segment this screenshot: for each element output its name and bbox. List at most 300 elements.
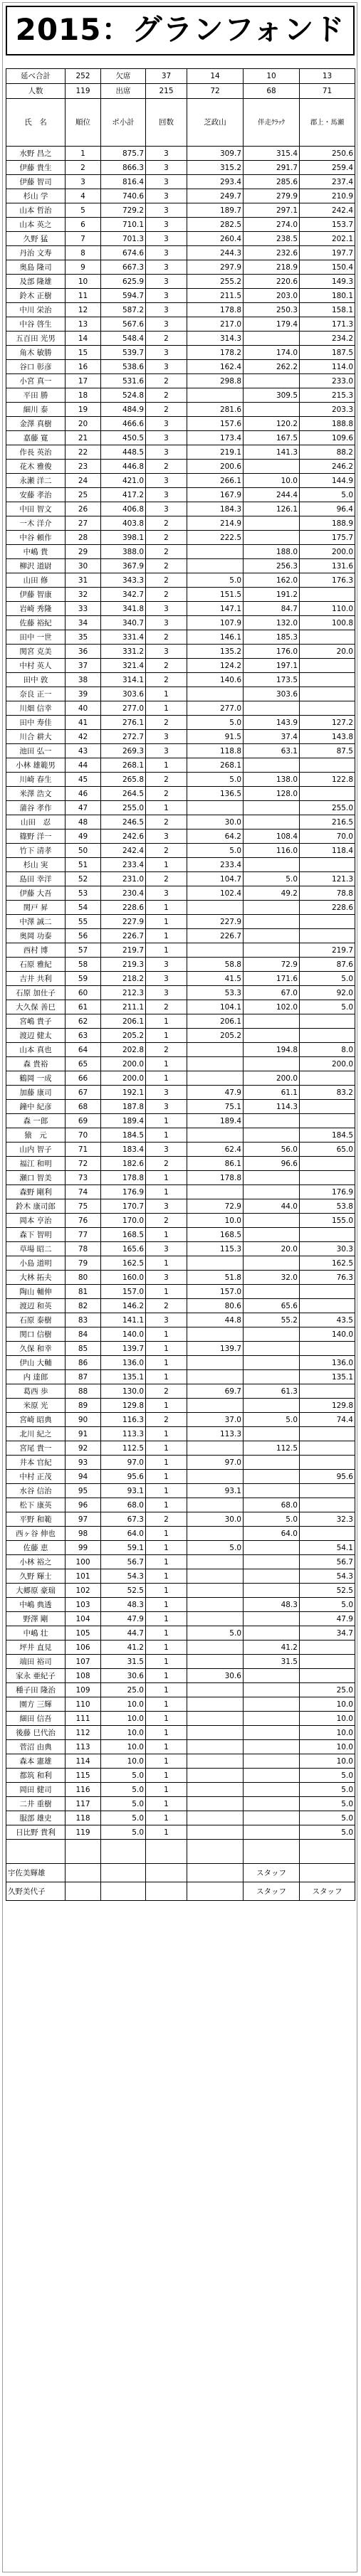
point-total: 168.5 — [101, 1228, 146, 1242]
point-total: 729.2 — [101, 203, 146, 218]
point-total: 141.1 — [101, 1313, 146, 1327]
point-total: 30.6 — [101, 1669, 146, 1683]
summary-sublabel: 出席 — [101, 84, 146, 99]
participant-name: 小林 雄範男 — [6, 758, 66, 773]
event-1-points: 44.8 — [187, 1313, 244, 1327]
event-1-points — [187, 1043, 244, 1057]
rank: 94 — [66, 1470, 101, 1484]
rank: 65 — [66, 1057, 101, 1071]
count: 3 — [146, 275, 187, 289]
count: 3 — [146, 1143, 187, 1157]
count: 1 — [146, 1256, 187, 1271]
rank: 48 — [66, 815, 101, 829]
event-3-points: 5.0 — [300, 1797, 355, 1811]
table-row — [6, 1669, 355, 1683]
summary-label: 延べ合計 — [6, 69, 66, 84]
event-1-points: 255.2 — [187, 275, 244, 289]
count: 3 — [146, 218, 187, 232]
rank: 89 — [66, 1399, 101, 1413]
event-2-points — [244, 1427, 300, 1441]
point-total: 403.8 — [101, 516, 146, 531]
table-row — [6, 189, 355, 203]
table-row — [6, 687, 355, 701]
point-total: 701.3 — [101, 232, 146, 246]
event-1-points: 266.1 — [187, 474, 244, 488]
count: 1 — [146, 1825, 187, 1840]
event-3-points: 233.0 — [300, 374, 355, 388]
count: 1 — [146, 1498, 187, 1512]
column-header-event-2: 伴走ｸﾗｯｸ — [244, 99, 300, 147]
participant-name: 田中 一世 — [6, 630, 66, 645]
event-3-points — [300, 1456, 355, 1470]
table-row — [6, 417, 355, 431]
event-3-points: 131.6 — [300, 559, 355, 573]
table-row — [6, 502, 355, 516]
event-1-points: 162.4 — [187, 360, 244, 374]
rank: 96 — [66, 1498, 101, 1512]
point-total: 343.3 — [101, 573, 146, 588]
event-3-points: 153.7 — [300, 218, 355, 232]
count: 3 — [146, 431, 187, 445]
event-1-points: 233.4 — [187, 858, 244, 872]
event-3-points: 202.1 — [300, 232, 355, 246]
table-row — [6, 1555, 355, 1569]
participant-name: 岡本 亨治 — [6, 1214, 66, 1228]
participant-name: 伊藤 智司 — [6, 175, 66, 189]
event-3-points: 53.8 — [300, 1199, 355, 1214]
table-row — [6, 1185, 355, 1199]
event-1-points — [187, 1754, 244, 1769]
event-3-points: 135.1 — [300, 1370, 355, 1384]
participant-name: 宮尾 貴一 — [6, 1441, 66, 1456]
participant-name: 陶山 輔伸 — [6, 1285, 66, 1299]
table-row — [6, 260, 355, 275]
point-total: 269.3 — [101, 744, 146, 758]
count: 1 — [146, 1484, 187, 1498]
event-1-points: 227.9 — [187, 915, 244, 929]
event-2-points: 315.4 — [244, 147, 300, 161]
event-1-points: 178.8 — [187, 1171, 244, 1185]
point-total: 187.8 — [101, 1100, 146, 1114]
point-total: 255.0 — [101, 801, 146, 815]
rank: 13 — [66, 317, 101, 332]
participant-name: 久野 猛 — [6, 232, 66, 246]
event-3-points — [300, 1441, 355, 1456]
event-3-points — [300, 1840, 355, 1864]
event-2-points: 128.0 — [244, 787, 300, 801]
point-total: 5.0 — [101, 1769, 146, 1783]
event-2-points — [244, 460, 300, 474]
count: 2 — [146, 1000, 187, 1014]
point-total: 314.1 — [101, 673, 146, 687]
event-2-points — [244, 1555, 300, 1569]
event-3-points: 143.8 — [300, 730, 355, 744]
rank: 77 — [66, 1228, 101, 1242]
point-total: 113.3 — [101, 1427, 146, 1441]
rank: 60 — [66, 986, 101, 1000]
table-row — [6, 1427, 355, 1441]
point-total: 219.3 — [101, 958, 146, 972]
count: 3 — [146, 189, 187, 203]
event-2-points — [244, 1456, 300, 1470]
event-1-points: 102.4 — [187, 886, 244, 901]
event-1-points: 139.7 — [187, 1342, 244, 1356]
count: 3 — [146, 1086, 187, 1100]
event-3-points: 176.3 — [300, 573, 355, 588]
point-total: 41.2 — [101, 1641, 146, 1655]
event-3-points: 114.0 — [300, 360, 355, 374]
event-3-points — [300, 1484, 355, 1498]
summary-value: 68 — [244, 84, 300, 99]
table-row — [6, 161, 355, 175]
staff-event-3 — [300, 1864, 355, 1882]
point-total: 340.7 — [101, 616, 146, 630]
table-row — [6, 1071, 355, 1086]
event-1-points — [187, 1598, 244, 1612]
event-3-points: 54.1 — [300, 1541, 355, 1555]
participant-name: 吉井 共利 — [6, 972, 66, 986]
blank — [146, 1882, 187, 1901]
rank: 84 — [66, 1327, 101, 1342]
event-2-points: 262.2 — [244, 360, 300, 374]
point-total: 200.0 — [101, 1057, 146, 1071]
rank: 55 — [66, 915, 101, 929]
event-1-points — [187, 1527, 244, 1541]
participant-name: 森本 憲雄 — [6, 1754, 66, 1769]
rank: 54 — [66, 901, 101, 915]
table-row — [6, 545, 355, 559]
rank: 101 — [66, 1569, 101, 1584]
event-1-points — [187, 1825, 244, 1840]
event-2-points — [244, 1769, 300, 1783]
count: 1 — [146, 1356, 187, 1370]
event-1-points: 5.0 — [187, 1541, 244, 1555]
event-2-points — [244, 1541, 300, 1555]
participant-name: 中澤 誠二 — [6, 915, 66, 929]
table-row — [6, 1726, 355, 1740]
count: 3 — [146, 161, 187, 175]
event-3-points: 10.0 — [300, 1754, 355, 1769]
participant-name: 川合 耕大 — [6, 730, 66, 744]
participant-name: 渡辺 健太 — [6, 1029, 66, 1043]
point-total: 265.8 — [101, 773, 146, 787]
participant-name: 種子田 隆治 — [6, 1683, 66, 1697]
point-total: 417.2 — [101, 488, 146, 502]
rank: 81 — [66, 1285, 101, 1299]
rank: 80 — [66, 1271, 101, 1285]
rank: 28 — [66, 531, 101, 545]
table-row — [6, 175, 355, 189]
point-total: 136.0 — [101, 1356, 146, 1370]
rank: 1 — [66, 147, 101, 161]
rank: 22 — [66, 445, 101, 460]
table-row — [6, 1612, 355, 1626]
event-1-points: 211.5 — [187, 289, 244, 303]
event-3-points: 5.0 — [300, 1825, 355, 1840]
event-1-points — [187, 559, 244, 573]
count: 1 — [146, 1641, 187, 1655]
event-3-points: 175.7 — [300, 531, 355, 545]
participant-name: 及部 隆雄 — [6, 275, 66, 289]
event-3-points — [300, 1498, 355, 1512]
table-row — [6, 1100, 355, 1114]
count: 2 — [146, 659, 187, 673]
blank — [101, 1864, 146, 1882]
event-2-points — [244, 1171, 300, 1185]
point-total: 230.4 — [101, 886, 146, 901]
event-1-points: 281.6 — [187, 403, 244, 417]
rank: 41 — [66, 716, 101, 730]
count: 2 — [146, 787, 187, 801]
event-1-points: 147.1 — [187, 602, 244, 616]
count: 3 — [146, 829, 187, 844]
table-row — [6, 1242, 355, 1256]
count: 1 — [146, 1655, 187, 1669]
table-row — [6, 1256, 355, 1271]
event-2-points: 63.1 — [244, 744, 300, 758]
count: 1 — [146, 901, 187, 915]
participant-name: 篠野 洋一 — [6, 829, 66, 844]
event-2-points: 64.0 — [244, 1527, 300, 1541]
event-2-points: 162.0 — [244, 573, 300, 588]
event-2-points: 167.5 — [244, 431, 300, 445]
count: 3 — [146, 474, 187, 488]
table-row — [6, 1683, 355, 1697]
point-total: 67.3 — [101, 1512, 146, 1527]
count: 3 — [146, 246, 187, 260]
point-total: 165.6 — [101, 1242, 146, 1256]
event-2-points: 37.4 — [244, 730, 300, 744]
event-3-points: 78.8 — [300, 886, 355, 901]
event-1-points: 118.8 — [187, 744, 244, 758]
participant-name: 金澤 真樹 — [6, 417, 66, 431]
event-1-points: 91.5 — [187, 730, 244, 744]
event-1-points — [187, 1811, 244, 1825]
table-row — [6, 1342, 355, 1356]
point-total: 10.0 — [101, 1754, 146, 1769]
count: 2 — [146, 815, 187, 829]
event-2-points — [244, 929, 300, 943]
event-1-points — [187, 1470, 244, 1484]
event-1-points: 51.8 — [187, 1271, 244, 1285]
column-header-event-3: 郡上・馬瀬 — [300, 99, 355, 147]
rank: 15 — [66, 346, 101, 360]
event-1-points: 124.2 — [187, 659, 244, 673]
event-2-points: 191.2 — [244, 588, 300, 602]
event-1-points: 205.2 — [187, 1029, 244, 1043]
count: 1 — [146, 1071, 187, 1086]
rank: 4 — [66, 189, 101, 203]
count: 2 — [146, 403, 187, 417]
point-total: 242.6 — [101, 829, 146, 844]
rank: 104 — [66, 1612, 101, 1626]
rank: 44 — [66, 758, 101, 773]
point-total: 10.0 — [101, 1740, 146, 1754]
event-2-points: 61.1 — [244, 1086, 300, 1100]
event-1-points — [187, 943, 244, 958]
event-1-points — [187, 1128, 244, 1143]
event-2-points — [244, 943, 300, 958]
count: 2 — [146, 332, 187, 346]
count: 1 — [146, 929, 187, 943]
event-1-points: 206.1 — [187, 1014, 244, 1029]
staff-name: 宇佐美輝雄 — [6, 1864, 66, 1882]
event-2-points — [244, 403, 300, 417]
event-1-points: 64.2 — [187, 829, 244, 844]
participant-name: 都筑 和利 — [6, 1769, 66, 1783]
table-row — [6, 730, 355, 744]
table-row — [6, 275, 355, 289]
participant-name: 永瀬 洋二 — [6, 474, 66, 488]
table-row — [6, 303, 355, 317]
event-1-points: 200.6 — [187, 460, 244, 474]
event-2-points: 303.6 — [244, 687, 300, 701]
rank: 71 — [66, 1143, 101, 1157]
event-3-points — [300, 1299, 355, 1313]
point-total: 184.5 — [101, 1128, 146, 1143]
participant-name: 松下 康英 — [6, 1498, 66, 1512]
rank: 5 — [66, 203, 101, 218]
point-total: 367.9 — [101, 559, 146, 573]
participant-name: 関宮 克美 — [6, 645, 66, 659]
event-3-points: 56.7 — [300, 1555, 355, 1569]
table-row — [6, 431, 355, 445]
count: 1 — [146, 1456, 187, 1470]
participant-name: 中谷 啓生 — [6, 317, 66, 332]
table-row — [6, 232, 355, 246]
event-3-points: 5.0 — [300, 488, 355, 502]
rank: 73 — [66, 1171, 101, 1185]
event-1-points: 41.5 — [187, 972, 244, 986]
event-2-points — [244, 332, 300, 346]
participant-name: 森 貴裕 — [6, 1057, 66, 1071]
count: 2 — [146, 545, 187, 559]
point-total: 466.6 — [101, 417, 146, 431]
participant-name: 小林 裕之 — [6, 1555, 66, 1569]
table-row — [6, 787, 355, 801]
event-2-points: 114.3 — [244, 1100, 300, 1114]
event-1-points — [187, 1697, 244, 1712]
event-3-points: 5.0 — [300, 1811, 355, 1825]
point-total: 178.8 — [101, 1171, 146, 1185]
event-1-points: 62.4 — [187, 1143, 244, 1157]
event-3-points: 250.6 — [300, 147, 355, 161]
event-3-points: 150.4 — [300, 260, 355, 275]
rank: 90 — [66, 1413, 101, 1427]
event-1-points: 293.4 — [187, 175, 244, 189]
rank: 111 — [66, 1712, 101, 1726]
event-3-points: 95.6 — [300, 1470, 355, 1484]
event-3-points: 74.4 — [300, 1413, 355, 1427]
participant-name: 奈良 正一 — [6, 687, 66, 701]
rank: 39 — [66, 687, 101, 701]
rank: 70 — [66, 1128, 101, 1143]
table-row — [6, 801, 355, 815]
table-row — [6, 203, 355, 218]
count: 3 — [146, 417, 187, 431]
staff-event-1 — [187, 1882, 244, 1901]
event-2-points: 203.0 — [244, 289, 300, 303]
event-3-points: 176.9 — [300, 1185, 355, 1199]
count: 1 — [146, 1569, 187, 1584]
participant-name: 宮嶋 貴子 — [6, 1014, 66, 1029]
event-2-points — [244, 1327, 300, 1342]
event-1-points: 37.0 — [187, 1413, 244, 1427]
rank: 102 — [66, 1584, 101, 1598]
event-2-points — [244, 1683, 300, 1697]
point-total: 866.3 — [101, 161, 146, 175]
event-2-points — [244, 1356, 300, 1370]
event-1-points: 157.0 — [187, 1285, 244, 1299]
count: 1 — [146, 1612, 187, 1626]
rank: 18 — [66, 388, 101, 403]
event-1-points — [187, 545, 244, 559]
event-1-points: 189.7 — [187, 203, 244, 218]
count: 1 — [146, 701, 187, 716]
participant-name: 杉山 実 — [6, 858, 66, 872]
table-row — [6, 1797, 355, 1811]
participant-name: 後藤 巳代治 — [6, 1726, 66, 1740]
event-1-points — [187, 1327, 244, 1342]
participant-name: 家永 亜紀子 — [6, 1669, 66, 1683]
table-row — [6, 630, 355, 645]
count: 3 — [146, 147, 187, 161]
table-row — [6, 1043, 355, 1057]
count: 1 — [146, 1541, 187, 1555]
event-1-points — [187, 1612, 244, 1626]
rank: 25 — [66, 488, 101, 502]
event-1-points: 173.4 — [187, 431, 244, 445]
participant-name: 森下 智明 — [6, 1228, 66, 1242]
participant-name: 菅沼 由典 — [6, 1740, 66, 1754]
point-total: 206.1 — [101, 1014, 146, 1029]
count: 3 — [146, 886, 187, 901]
point-total: 341.8 — [101, 602, 146, 616]
point-total: 406.8 — [101, 502, 146, 516]
rank: 119 — [66, 1825, 101, 1840]
summary-label: 人数 — [6, 84, 66, 99]
event-1-points: 30.0 — [187, 815, 244, 829]
event-1-points: 75.1 — [187, 1100, 244, 1114]
point-total: 548.4 — [101, 332, 146, 346]
event-1-points: 151.5 — [187, 588, 244, 602]
count: 1 — [146, 1441, 187, 1456]
count: 3 — [146, 360, 187, 374]
event-2-points — [244, 1128, 300, 1143]
participant-name: 日比野 貴利 — [6, 1825, 66, 1840]
event-2-points: 132.0 — [244, 616, 300, 630]
rank: 14 — [66, 332, 101, 346]
event-2-points — [244, 1214, 300, 1228]
point-total: 48.3 — [101, 1598, 146, 1612]
event-2-points — [244, 1569, 300, 1584]
participant-name: 中谷 頼作 — [6, 531, 66, 545]
participant-name: 田中 寿佳 — [6, 716, 66, 730]
event-2-points: 44.0 — [244, 1199, 300, 1214]
count: 2 — [146, 1384, 187, 1399]
rank: 43 — [66, 744, 101, 758]
rank: 33 — [66, 602, 101, 616]
rank: 57 — [66, 943, 101, 958]
event-1-points: 47.9 — [187, 1086, 244, 1100]
count: 3 — [146, 175, 187, 189]
event-1-points: 93.1 — [187, 1484, 244, 1498]
event-1-points: 309.7 — [187, 147, 244, 161]
event-1-points: 113.3 — [187, 1427, 244, 1441]
event-3-points: 162.5 — [300, 1256, 355, 1271]
point-total: 226.7 — [101, 929, 146, 943]
staff-row — [6, 1882, 355, 1901]
